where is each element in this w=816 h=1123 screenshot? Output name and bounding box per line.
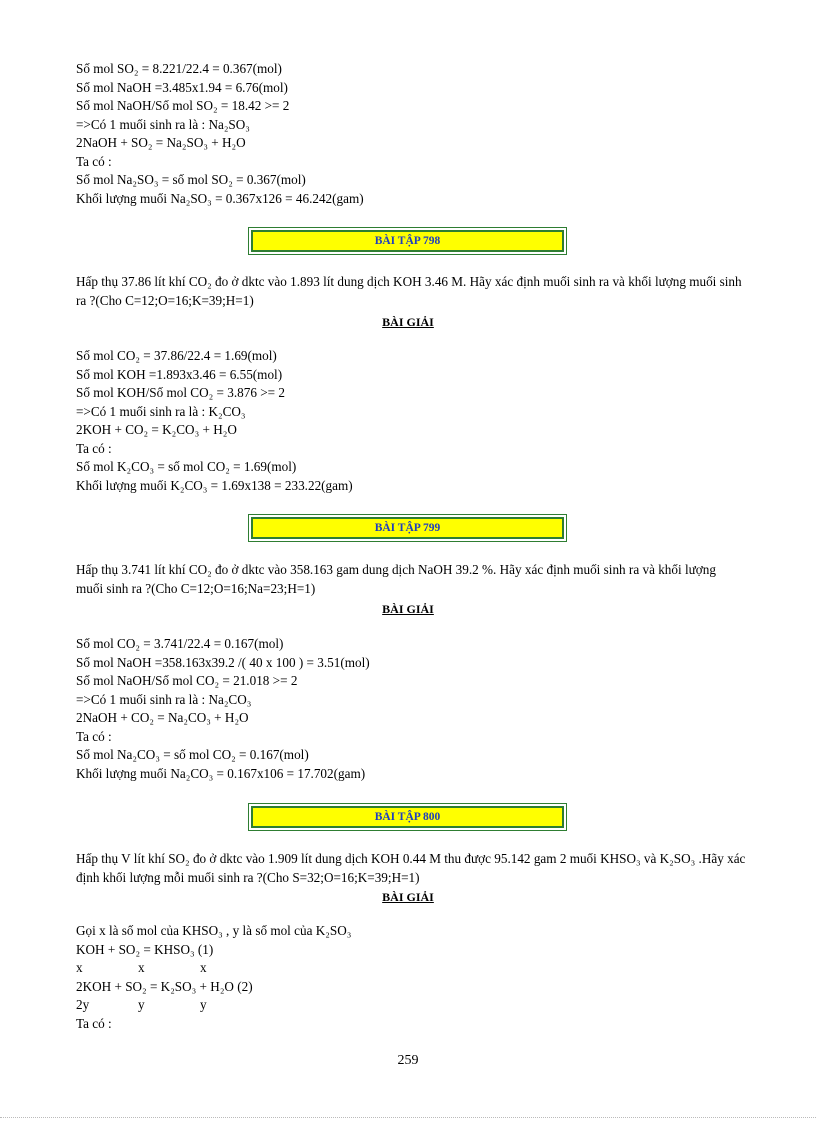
- text-line: =>Có 1 muối sinh ra là : Na₂CO₃: [76, 691, 252, 707]
- mole-row-y: [76, 996, 746, 1015]
- mole-value: x: [138, 960, 145, 975]
- text-line: Số mol KOH =1.893x3.46 = 6.55(mol): [76, 366, 283, 382]
- text-line: Số mol K₂CO₃ = số mol CO₂ = 1.69(mol): [76, 459, 297, 474]
- text-line: Ta có :: [76, 440, 112, 456]
- page-number: 259: [397, 1053, 419, 1068]
- exercise-heading-800: BÀI TẬP 800: [251, 806, 564, 828]
- text-line: Số mol CO₂ = 37.86/22.4 = 1.69(mol): [76, 348, 277, 363]
- text-line: Số mol NaOH/Số mol SO₂ = 18.42 >= 2: [76, 98, 290, 113]
- text-line: Số mol NaOH =358.163x39.2 /( 40 x 100 ) = 3.51(mol): [76, 654, 370, 670]
- problem-799: Hấp thụ 3.741 lít khí CO₂ đo ở dktc vào 358.163 gam dung dịch NaOH 39.2 %. Hãy xác định muối sinh ra và khối lượng muối sinh ra ?(Cho C=12;O=16;Na=23;H=1): [76, 562, 716, 596]
- solution-title-799: BÀI GIẢI: [382, 602, 434, 616]
- text-line: 2NaOH + SO₂ = Na₂SO₃ + H₂O: [76, 135, 246, 150]
- text-line: 2KOH + CO₂ = K₂CO₃ + H₂O: [76, 422, 237, 437]
- text-line: Số mol Na₂SO₃ = số mol SO₂ = 0.367(mol): [76, 172, 306, 187]
- mole-row-x: [76, 959, 746, 978]
- text-line: Số mol CO₂ = 3.741/22.4 = 0.167(mol): [76, 636, 284, 651]
- footer-divider: [0, 1117, 816, 1118]
- exercise-heading-798: BÀI TẬP 798: [251, 230, 564, 252]
- text-line: Khối lượng muối Na₂CO₃ = 0.167x106 = 17.702(gam): [76, 765, 366, 781]
- text-line: =>Có 1 muối sinh ra là : K₂CO₃: [76, 403, 246, 419]
- text-line: KOH + SO₂ = KHSO₃ (1): [76, 941, 214, 957]
- solution-block-798: [76, 347, 746, 495]
- solution-title-800: BÀI GIẢI: [382, 890, 434, 904]
- text-line: Khối lượng muối Na₂SO₃ = 0.367x126 = 46.242(gam): [76, 190, 364, 206]
- mole-value: 2y: [76, 997, 90, 1012]
- text-line: Số mol NaOH =3.485x1.94 = 6.76(mol): [76, 79, 288, 95]
- text-line: Số mol NaOH/Số mol CO₂ = 21.018 >= 2: [76, 673, 298, 688]
- mole-value: y: [200, 997, 207, 1012]
- text-line: Số mol KOH/Số mol CO₂ = 3.876 >= 2: [76, 385, 285, 400]
- text-line: Ta có :: [76, 153, 112, 169]
- solution-block-799: [76, 635, 746, 783]
- solution-block-800: [76, 922, 746, 1033]
- text-line: =>Có 1 muối sinh ra là : Na₂SO₃: [76, 116, 250, 132]
- text-line: Gọi x là số mol của KHSO₃ , y là số mol của K₂SO₃: [76, 923, 352, 938]
- problem-800: Hấp thụ V lít khí SO₂ đo ở dktc vào 1.909 lít dung dịch KOH 0.44 M thu được 95.142 gam 2 muối KHSO₃ và K₂SO₃ .Hãy xác định khối lượng mỗi muối sinh ra ?(Cho S=32;O=16;K=39;H=1): [76, 851, 746, 885]
- text-line: Số mol Na₂CO₃ = số mol CO₂ = 0.167(mol): [76, 747, 309, 762]
- solution-block-797: [76, 60, 746, 208]
- problem-798: Hấp thụ 37.86 lít khí CO₂ đo ở dktc vào 1.893 lít dung dịch KOH 3.46 M. Hãy xác định muối sinh ra và khối lượng muối sinh ra ?(Cho C=12;O=16;K=39;H=1): [76, 274, 742, 308]
- text-line: Ta có :: [76, 728, 112, 744]
- text-line: 2NaOH + CO₂ = Na₂CO₃ + H₂O: [76, 710, 249, 725]
- mole-value: y: [138, 997, 145, 1012]
- text-line: 2KOH + SO₂ = K₂SO₃ + H₂O (2): [76, 978, 253, 994]
- text-line: Ta có :: [76, 1015, 112, 1031]
- solution-title-798: BÀI GIẢI: [382, 315, 434, 329]
- text-line: Số mol SO₂ = 8.221/22.4 = 0.367(mol): [76, 61, 282, 76]
- text-line: Khối lượng muối K₂CO₃ = 1.69x138 = 233.22(gam): [76, 477, 353, 493]
- exercise-heading-799: BÀI TẬP 799: [251, 517, 564, 539]
- mole-value: x: [200, 960, 207, 975]
- mole-value: x: [76, 960, 83, 975]
